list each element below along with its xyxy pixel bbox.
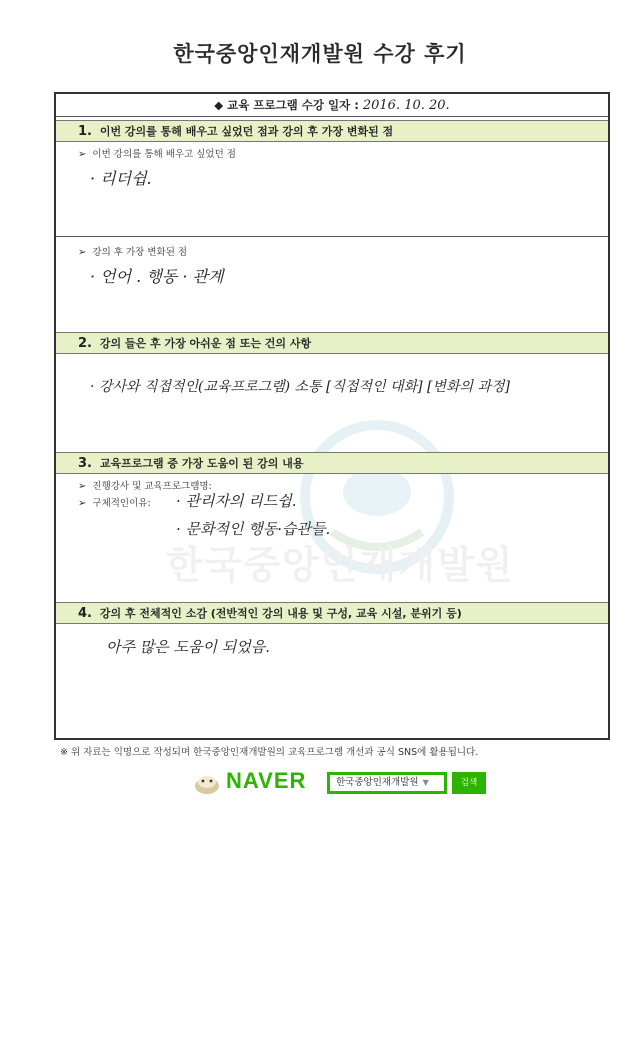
section-2-number: 2. bbox=[78, 336, 92, 351]
section-1-number: 1. bbox=[78, 124, 92, 139]
date-row bbox=[56, 94, 608, 117]
section-2-title: 강의 들은 후 가장 아쉬운 점 또는 건의 사항 bbox=[99, 337, 312, 350]
search-input[interactable] bbox=[327, 772, 447, 794]
section-4-number: 4. bbox=[78, 606, 92, 621]
section-3-number: 3. bbox=[78, 456, 92, 471]
section-3-answer2: · 문화적인 행동·습관들. bbox=[176, 520, 331, 538]
date-label: ◆ 교육 프로그램 수강 일자 : bbox=[214, 98, 359, 112]
section-1-answer1: · 리더쉽. bbox=[90, 169, 152, 188]
page-title: 한국중앙인재개발원 수강 후기 bbox=[173, 42, 467, 66]
watermark-text: 한국중앙인재개발원 bbox=[166, 543, 515, 587]
divider bbox=[56, 236, 608, 237]
section-2-answer: · 강사와 직접적인(교육프로그램) 소통 [직접적인 대화] [변화의 과정] bbox=[90, 379, 510, 395]
dropdown-icon: ▼ bbox=[422, 778, 429, 787]
section-3-answer1: · 관리자의 리드쉽. bbox=[176, 492, 297, 510]
section-3-heading bbox=[56, 452, 608, 474]
section-1-sub2: ➢ 강의 후 가장 변화된 점 bbox=[78, 247, 188, 258]
footnote: ※ 위 자료는 익명으로 작성되며 한국중앙인재개발원의 교육프로그램 개선과 공식 SNS에 활용됩니다. bbox=[60, 747, 479, 758]
section-4-heading bbox=[56, 602, 608, 624]
naver-logo: NAVER bbox=[226, 768, 307, 793]
section-3-sub2: ➢ 구체적인이유: bbox=[78, 498, 151, 509]
section-3-title: 교육프로그램 중 가장 도움이 된 강의 내용 bbox=[99, 457, 304, 470]
review-form bbox=[54, 92, 610, 740]
naver-search-banner bbox=[190, 768, 490, 800]
naver-character-icon bbox=[192, 770, 222, 796]
section-3-sub1-label: 진행강사 및 교육프로그램명: bbox=[92, 481, 212, 492]
section-1-title: 이번 강의를 통해 배우고 싶었던 점과 강의 후 가장 변화된 점 bbox=[99, 125, 394, 138]
search-value: 한국중앙인재개발원 bbox=[336, 777, 419, 788]
section-1-sub1-label: 이번 강의를 통해 배우고 싶었던 점 bbox=[92, 149, 236, 160]
section-1-heading bbox=[56, 120, 608, 142]
section-2-heading bbox=[56, 332, 608, 354]
section-3-sub2-label: 구체적인이유: bbox=[92, 498, 151, 509]
section-4-title: 강의 후 전체적인 소감 (전반적인 강의 내용 및 구성, 교육 시설, 분위기 등) bbox=[99, 607, 462, 620]
section-4-answer: 아주 많은 도움이 되었음. bbox=[106, 638, 270, 656]
date-value: 2016. 10. 20. bbox=[362, 98, 450, 113]
section-1-answer2: · 언어 . 행동 · 관계 bbox=[90, 267, 224, 286]
section-1-sub2-label: 강의 후 가장 변화된 점 bbox=[92, 247, 188, 258]
section-3-sub1: ➢ 진행강사 및 교육프로그램명: bbox=[78, 481, 212, 492]
search-button[interactable]: 검색 bbox=[452, 772, 486, 794]
section-1-sub1: ➢ 이번 강의를 통해 배우고 싶었던 점 bbox=[78, 149, 236, 160]
